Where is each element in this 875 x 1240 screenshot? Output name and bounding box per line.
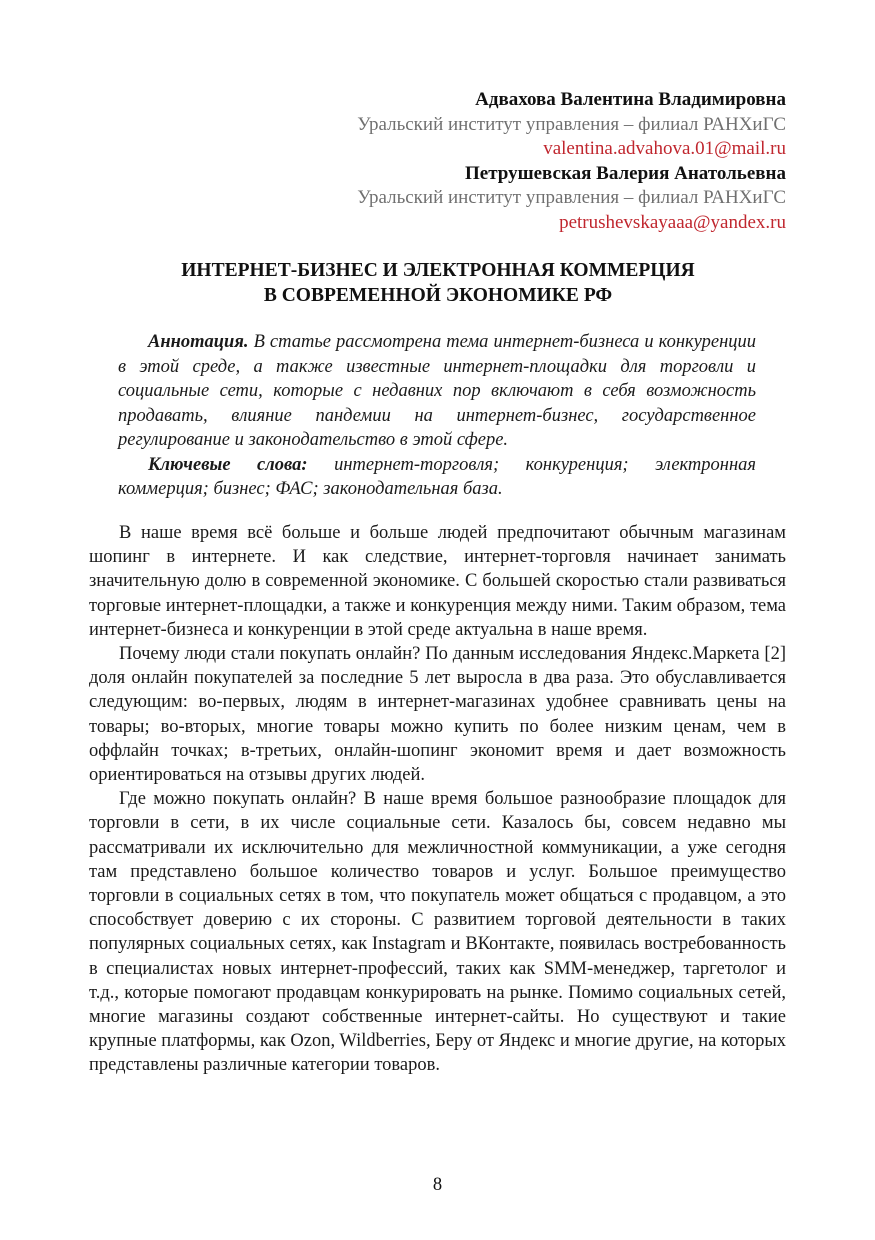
- body-paragraph: В наше время всё больше и больше людей предпочитают обычным магазинам шопинг в интернете. И как следствие, интернет-торговля начинает занимать значительную долю в современной экономике. С большей скоростью стали развиваться торговые интернет-площадки, а также и конкуренция между ними. Таким образом, тема интернет-бизнеса и конкуренции в этой среде актуальна в наше время.: [89, 523, 786, 640]
- abstract-text: В статье рассмотрена тема интернет-бизнеса и конкуренции в этой среде, а также известные интернет-площадки для торговли и социальные сети, которые с недавних пор включают в себя возможность продавать, влияние пандемии на интернет-бизнес, государственное регулирование и законодательство в этой сфере.: [118, 332, 757, 450]
- keywords-label: Ключевые слова:: [148, 454, 308, 475]
- title-line: ИНТЕРНЕТ-БИЗНЕС И ЭЛЕКТРОННАЯ КОММЕРЦИЯ: [181, 260, 695, 281]
- keywords-paragraph: [118, 453, 756, 502]
- author-affiliation: Уральский институт управления – филиал РАНХиГС: [357, 113, 786, 135]
- author-block: [86, 88, 786, 235]
- author-name: Адвахова Валентина Владимировна: [475, 89, 786, 110]
- body-paragraph: Почему люди стали покупать онлайн? По данным исследования Яндекс.Маркета [2] доля онлайн покупателей за последние 5 лет выросла в два раза. Это обуславливается следующим: во-первых, людям в интернет-магазинах удобнее сравнивать цены на товары; во-вторых, многие товары можно купить по более низким ценам, чем в оффлайн точках; в-третьих, онлайн-шопинг экономит время и дает возможность ориентироваться на отзывы других людей.: [89, 644, 786, 786]
- author-email[interactable]: petrushevskayaaa@yandex.ru: [559, 211, 786, 233]
- author-name: Петрушевская Валерия Анатольевна: [464, 162, 786, 184]
- abstract-label: Аннотация.: [148, 332, 249, 352]
- body-text: [89, 521, 786, 1078]
- author-email[interactable]: valentina.advahova.01@mail.ru: [543, 138, 786, 159]
- body-paragraph: Где можно покупать онлайн? В наше время большое разнообразие площадок для торговли в сети, в их числе социальные сети. Казалось бы, совсем недавно мы рассматривали их исключительно для межличностной коммуникации, а уже сегодня там представлено большое количество товаров и услуг. Большое преимущество торговли в социальных сетях в том, что покупатель может общаться с продавцом, а это способствует доверию с их стороны. С развитием торговой деятельности в таких популярных социальных сетях, как Instagram и ВКонтакте, появилась востребованность в специалистах новых интернет-профессий, таких как SMM-менеджер, таргетолог и т.д., которые помогают продавцам конкурировать на рынке. Помимо социальных сетей, многие магазины создают собственные интернет-сайты. Но существуют и такие крупные платформы, как Ozon, Wildberries, Беру от Яндекс и многие другие, на которых представлены различные категории товаров.: [89, 789, 787, 1076]
- keywords-text: интернет-торговля; конкуренция; электронная коммерция; бизнес; ФАС; законодательная база.: [118, 454, 757, 499]
- paper-title: [88, 258, 788, 308]
- title-line: В СОВРЕМЕННОЙ ЭКОНОМИКЕ РФ: [263, 285, 613, 306]
- page-number: 8: [432, 1175, 443, 1195]
- abstract-block: [118, 330, 756, 502]
- author-affiliation: Уральский институт управления – филиал РАНХиГС: [357, 187, 786, 208]
- abstract-paragraph: [118, 330, 756, 453]
